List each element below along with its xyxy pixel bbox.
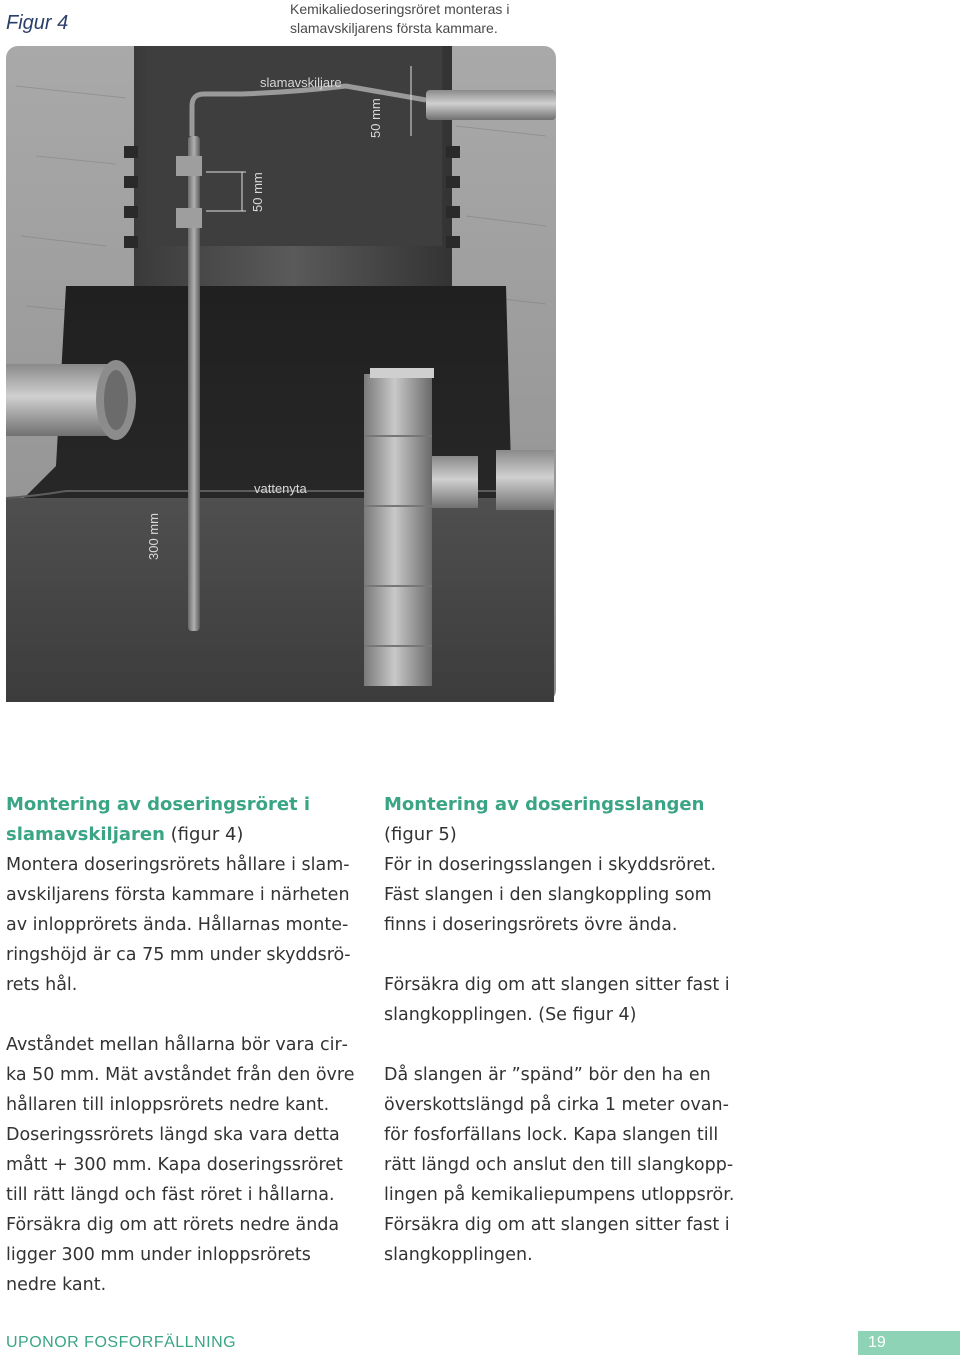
septic-tank-illustration — [6, 46, 556, 702]
heading-figure-ref — [384, 820, 744, 850]
page-number: 19 — [858, 1331, 960, 1355]
annotation-300mm: 300 mm — [146, 513, 161, 560]
right-column — [384, 790, 744, 1300]
annotation-50mm-side: 50 mm — [250, 172, 265, 212]
heading-bold: Montering av doseringsröret i slamavskiljaren — [6, 794, 311, 845]
figure-label: Figur 4 — [6, 12, 69, 34]
section-heading-doseringsror — [6, 790, 356, 850]
paragraph: För in doseringsslangen i skyddsröret. Fäst slangen i den slangkoppling som finns i doseringsrörets övre ända. — [384, 855, 717, 935]
annotation-50mm-top: 50 mm — [368, 98, 383, 138]
paragraph: Då slangen är ”spänd” bör den ha en överskottslängd på cirka 1 meter ovanför fosforfällans lock. Kapa slangen till rätt längd och anslut den till slangkopplingen på kemikaliepumpens utloppsrör. Försäkra dig om att slangen sitter fast i slangkopplingen. — [384, 1065, 735, 1265]
annotation-slamavskiljare: slamavskiljare — [260, 75, 342, 90]
footer-brand: UPONOR FOSFORFÄLLNING — [6, 1334, 237, 1351]
section-heading-doseringsslang: Montering av doseringsslangen — [384, 794, 705, 815]
annotation-vattenyta: vattenyta — [254, 481, 307, 496]
paragraph: Försäkra dig om att slangen sitter fast i slangkopplingen. (Se figur 4) — [384, 975, 730, 1025]
figure-caption: Kemikaliedoseringsröret monteras i slamavskiljarens första kammare. — [290, 1, 510, 36]
paragraph: Montera doseringsrörets hållare i slamavskiljarens första kammare i närheten av inlopprörets ända. Hållarnas monteringshöjd är ca 75 mm under skyddsrörets hål. — [6, 855, 351, 995]
heading-figure-ref-text: (figur 5) — [384, 824, 457, 845]
paragraph: Avståndet mellan hållarna bör vara cirka 50 mm. Mät avståndet från den övre hållaren till inloppsrörets nedre kant. Doseringssrörets längd ska vara detta mått + 300 mm. Kapa doseringssröret till rätt längd och fäst röret i hållarna. Försäkra dig om att rörets nedre ända ligger 300 mm under inloppsrörets nedre kant. — [6, 1035, 355, 1295]
left-column — [6, 790, 356, 1330]
heading-figure-ref: (figur 4) — [164, 824, 244, 845]
